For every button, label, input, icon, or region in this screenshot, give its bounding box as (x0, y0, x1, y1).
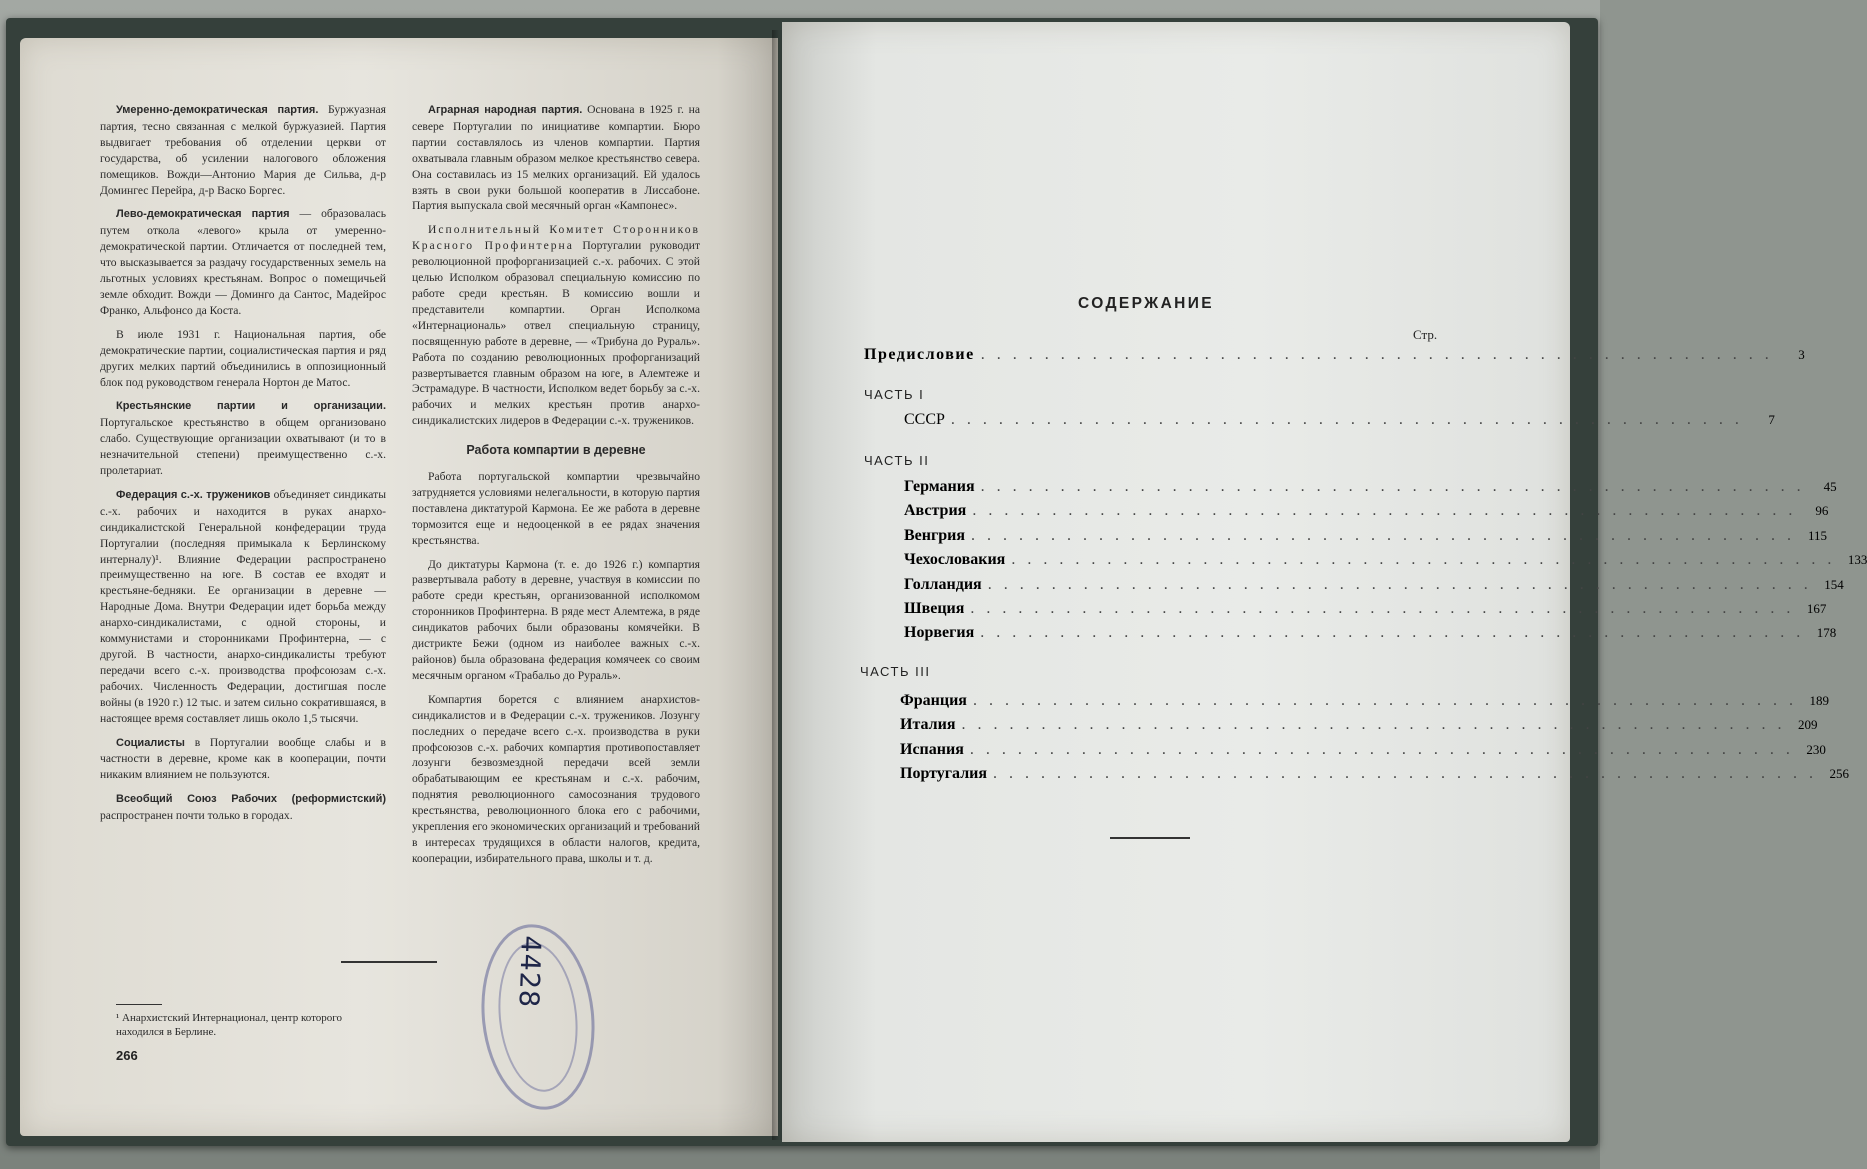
toc-leader-dots: . . . . . . . . . . . . . . . . . . . . . . . . . . . . . . . . . . . . . . . . . . . . . . . . . . . . (970, 600, 1795, 617)
paragraph-text: Буржуазная партия, тесно связанная с мелкой буржуазией. Партия выдвигает требования об отделении церкви от государства, об усилении налогового обложения помещиков. Вожди—Антонио Мария де Сильва, д-р Домингес Перейра, д-р Васко Боргес. (100, 103, 386, 197)
toc-entry (904, 411, 1775, 429)
toc-leader-dots: . . . . . . . . . . . . . . . . . . . . . . . . . . . . . . . . . . . . . . . . . . . . . . . . . . . . (993, 765, 1818, 783)
toc-entry (904, 600, 1827, 618)
toc-leader-dots: . . . . . . . . . . . . . . . . . . . . . . . . . . . . . . . . . . . . . . . . . . . . . . . . . . . . (961, 716, 1786, 734)
right-column (412, 102, 700, 875)
toc-leader-dots: . . . . . . . . . . . . . . . . . . . . . . . . . . . . . . . . . . . . . . . . . . . . . . . . . . . . (987, 575, 1812, 593)
paragraph-lead: Аграрная народная партия. (428, 104, 583, 116)
paragraph-text: Португалии руководит революционной профорганизацией с.-х. рабочих. С этой целью Исполком образовал специальную комиссию по работе среди крестьян. В комиссию вошли и представители компартии. Орган Исполкома «Интернациональ» отвел специальную страницу, посвященную работе в деревне, — «Трибуна до Рураль». Работа по созданию революционных профорганизаций развертывается главным образом на юге, в Алемтеже и Эстрамадуре. В частности, Исполком ведет борьбу за с.-х. рабочих и мелких крестьян против анархо-синдикалистских лидеров в Федерации с.-х. тружеников. (412, 239, 701, 428)
toc-entry-label: СССР (904, 411, 945, 428)
toc-entry (900, 765, 1850, 783)
toc-page-number: 96 (1815, 503, 1829, 519)
toc-page-number: 45 (1823, 479, 1837, 494)
toc-leader-dots: . . . . . . . . . . . . . . . . . . . . . . . . . . . . . . . . . . . . . . . . . . . . . . . . . . . . (980, 478, 1805, 495)
part-heading: ЧАСТЬ II (864, 453, 930, 468)
paragraph (100, 735, 386, 784)
footnote-rule (116, 1004, 162, 1005)
paragraph (412, 222, 700, 429)
section-heading: Работа компартии в деревне (466, 443, 646, 458)
toc-entry-label: Швеция (904, 600, 965, 617)
toc-leader-dots: . . . . . . . . . . . . . . . . . . . . . . . . . . . . . . . . . . . . . . . . . . . . . . . . . . . . (971, 526, 1796, 544)
handwritten-inventory-number: 4428 (512, 934, 546, 1009)
toc-entry-label: Венгрия (904, 526, 966, 544)
paragraph (100, 102, 386, 198)
paragraph-lead: Лево-демократическая партия (116, 208, 290, 221)
paragraph-lead: Крестьянские партии и организации. (116, 400, 386, 413)
toc-leader-dots: . . . . . . . . . . . . . . . . . . . . . . . . . . . . . . . . . . . . . . . . . . . . . . . . . . . . (972, 692, 1797, 709)
toc-leader-dots: . . . . . . . . . . . . . . . . . . . . . . . . . . . . . . . . . . . . . . . . . . . . . . . . . . . . (969, 740, 1794, 758)
paragraph-text: Основана в 1925 г. на севере Португалии по инициативе компартии. Бюро партии составлялось из членов компартии. Партия охватывала главным образом мелкое крестьянство севера. Она составилась из 15 мелких организаций. Ей удалось взять в свои руки большой кооператив в Лиссабоне. Партия выпускала свой месячный орган «Кампонес». (412, 103, 700, 213)
toc-entry (900, 716, 1818, 734)
toc-entry (904, 502, 1829, 520)
toc-page-number: 167 (1806, 601, 1827, 616)
toc-entry (904, 575, 1844, 594)
paragraph-text: объединяет синдикаты с.-х. рабочих и находится в руках анархо-синдикалистской Генеральной конфедерации труда Португалии (последняя примыкала к Берлинскому интерналу)¹. Влияние Федерации распространено преимущественно на юге. В состав ее входят и крестьяне-бедняки. Ее организации в деревне — Народные Дома. Внутри Федерации идет борьба между анархо-синдикалистами, с одной стороны, и коммунистами и сторонниками Профинтерна, — с другой. В частности, анархо-синдикалисты требуют передачи всего с.-х. производства профсоюзам с.-х. рабочих. Численность Федерации, достигшая после войны (в 1920 г.) 12 тыс. и затем сильно сократившаяся, в настоящее время составляет лишь около 1,5 тысячи. (100, 487, 386, 725)
toc-entry-label: Голландия (904, 575, 982, 593)
toc-entry-label: Франция (900, 692, 967, 709)
paragraph-lead: Исполнительный Комитет Сторонников Красного Профинтерна (412, 223, 700, 253)
part-heading: ЧАСТЬ III (860, 664, 931, 679)
paragraph-lead: Социалисты (116, 736, 185, 749)
paragraph (100, 791, 386, 824)
toc-leader-dots: . . . . . . . . . . . . . . . . . . . . . . . . . . . . . . . . . . . . . . . . . . . . . . . . . . . . (1011, 551, 1836, 569)
toc-page-number: 189 (1809, 693, 1829, 708)
toc-page-number: 154 (1824, 576, 1844, 592)
footnote: ¹ Анархистский Интернационал, центр которого находился в Берлине. (116, 1012, 343, 1038)
toc-page-number: 115 (1808, 527, 1828, 543)
toc-page-number: 3 (1798, 347, 1805, 362)
paragraph-lead: Умеренно-демократическая партия. (116, 104, 319, 116)
toc-entry-label: Австрия (904, 502, 967, 520)
toc-entry-label: Чехословакия (904, 551, 1006, 569)
paragraph (100, 398, 386, 479)
toc-end-rule (1110, 837, 1190, 839)
toc-leader-dots: . . . . . . . . . . . . . . . . . . . . . . . . . . . . . . . . . . . . . . . . . . . . . . . . . . . . (980, 624, 1805, 642)
toc-page-number: 209 (1798, 717, 1818, 733)
section-end-rule (341, 961, 437, 963)
toc-entry (904, 624, 1837, 642)
paragraph (412, 102, 700, 214)
toc-page-number: 133 (1847, 552, 1867, 568)
toc-entry-label: Италия (900, 716, 956, 734)
toc-entry (900, 692, 1829, 710)
paragraph-text: В июле 1931 г. Национальная партия, обе демократические партии, социалистическая партия и ряд других мелких партий объединились в оппозиционный блок под руководством генерала Нортон де Матос. (100, 327, 386, 389)
toc-entry-preface (864, 346, 1805, 364)
toc-page-number: 178 (1816, 625, 1837, 641)
paragraph: Работа португальской компартии чрезвычайно затрудняется условиями нелегальности, в которую партия поставлена диктатурой Кармона. Ее же работа в деревне тормозится еще и недооценкой в ее рядах значения крестьянства. (412, 470, 700, 547)
toc-entry-label: Португалия (900, 765, 988, 783)
toc-entry (904, 551, 1867, 569)
toc-leader-dots: . . . . . . . . . . . . . . . . . . . . . . . . . . . . . . . . . . . . . . . . . . . . . . . . . . (980, 346, 1773, 363)
paragraph: Компартия борется с влиянием анархистов-синдикалистов и в Федерации с.-х. тружеников. Лозунгу последних о передаче всего с.-х. производства в руки профсоюзов с.-х. рабочих компартия противопоставляет лозунги безвозмездной передачи всей земли обрабатывающим ее крестьянам и с.-х. рабочим, поднятия революционного самосознания трудового крестьянства, революционного блока его с рабочими, укрепления его экономических организаций и требований в интересах трудящихся в области налогов, кредита, кооперации, избирательного права, школы и т. д. (412, 692, 700, 865)
toc-leader-dots: . . . . . . . . . . . . . . . . . . . . . . . . . . . . . . . . . . . . . . . . . . . . . . . . . . . . (972, 502, 1797, 520)
paragraph (100, 327, 386, 391)
toc-title: СОДЕРЖАНИЕ (1078, 295, 1215, 312)
toc-entry (904, 478, 1837, 496)
paragraph-text: Португальское крестьянство в общем организовано слабо. Существующие организации охватывают (и то в незначительной степени) преимущественно с.-х. пролетариат. (100, 416, 386, 478)
toc-page-number: 7 (1768, 412, 1775, 427)
paragraph (100, 487, 386, 727)
toc-entry (900, 740, 1826, 759)
page-number: 266 (116, 1048, 138, 1063)
paragraph-lead: Федерация с.-х. тружеников (116, 488, 271, 501)
paragraph-text: в Португалии вообще слабы и в частности в деревне, кроме как в кооперации, почти никаким влиянием не пользуются. (100, 735, 386, 782)
toc-entry (904, 526, 1828, 545)
toc-leader-dots: . . . . . . . . . . . . . . . . . . . . . . . . . . . . . . . . . . . . . . . . . . . . . . . . . . (950, 411, 1743, 428)
left-column (100, 102, 386, 832)
paragraph (100, 206, 386, 318)
toc-entry-label: Предисловие (864, 346, 975, 363)
toc-page-number: 230 (1806, 741, 1826, 757)
paragraph-lead: Всеобщий Союз Рабочих (реформистский) (116, 793, 386, 806)
toc-entry-label: Норвегия (904, 624, 975, 642)
paragraph-text: распространен почти только в городах. (100, 809, 293, 823)
toc-page-number: 256 (1829, 766, 1850, 782)
paragraph: До диктатуры Кармона (т. е. до 1926 г.) компартия развертывала работу в деревне, участвуя в комиссии по работе среди крестьян, организованной исполкомом сторонников Профинтерна. В ряде мест Алемтежа, в ряде синдикатов рабочих были образованы комячейки. В дистрикте Бежи (одном из наиболее важных с.-х. районов) была образована федерация комячеек со своим месячным органом «Трабальо до Рураль». (412, 557, 700, 682)
part-heading: ЧАСТЬ I (864, 387, 925, 402)
page-column-label: Стр. (1413, 327, 1438, 342)
toc-entry-label: Германия (904, 478, 975, 495)
toc-entry-label: Испания (900, 740, 964, 758)
paragraph-text: — образовалась путем откола «левого» крыла от умеренно-демократической партии. Отличается от последней тем, что высказывается за раздачу государственных земель на льготных условиях крестьянам. Вопрос о помещичьей земле обходит. Вожди — Доминго да Сантос, Мадейрос Франко, Альфонсо да Коста. (100, 207, 386, 317)
